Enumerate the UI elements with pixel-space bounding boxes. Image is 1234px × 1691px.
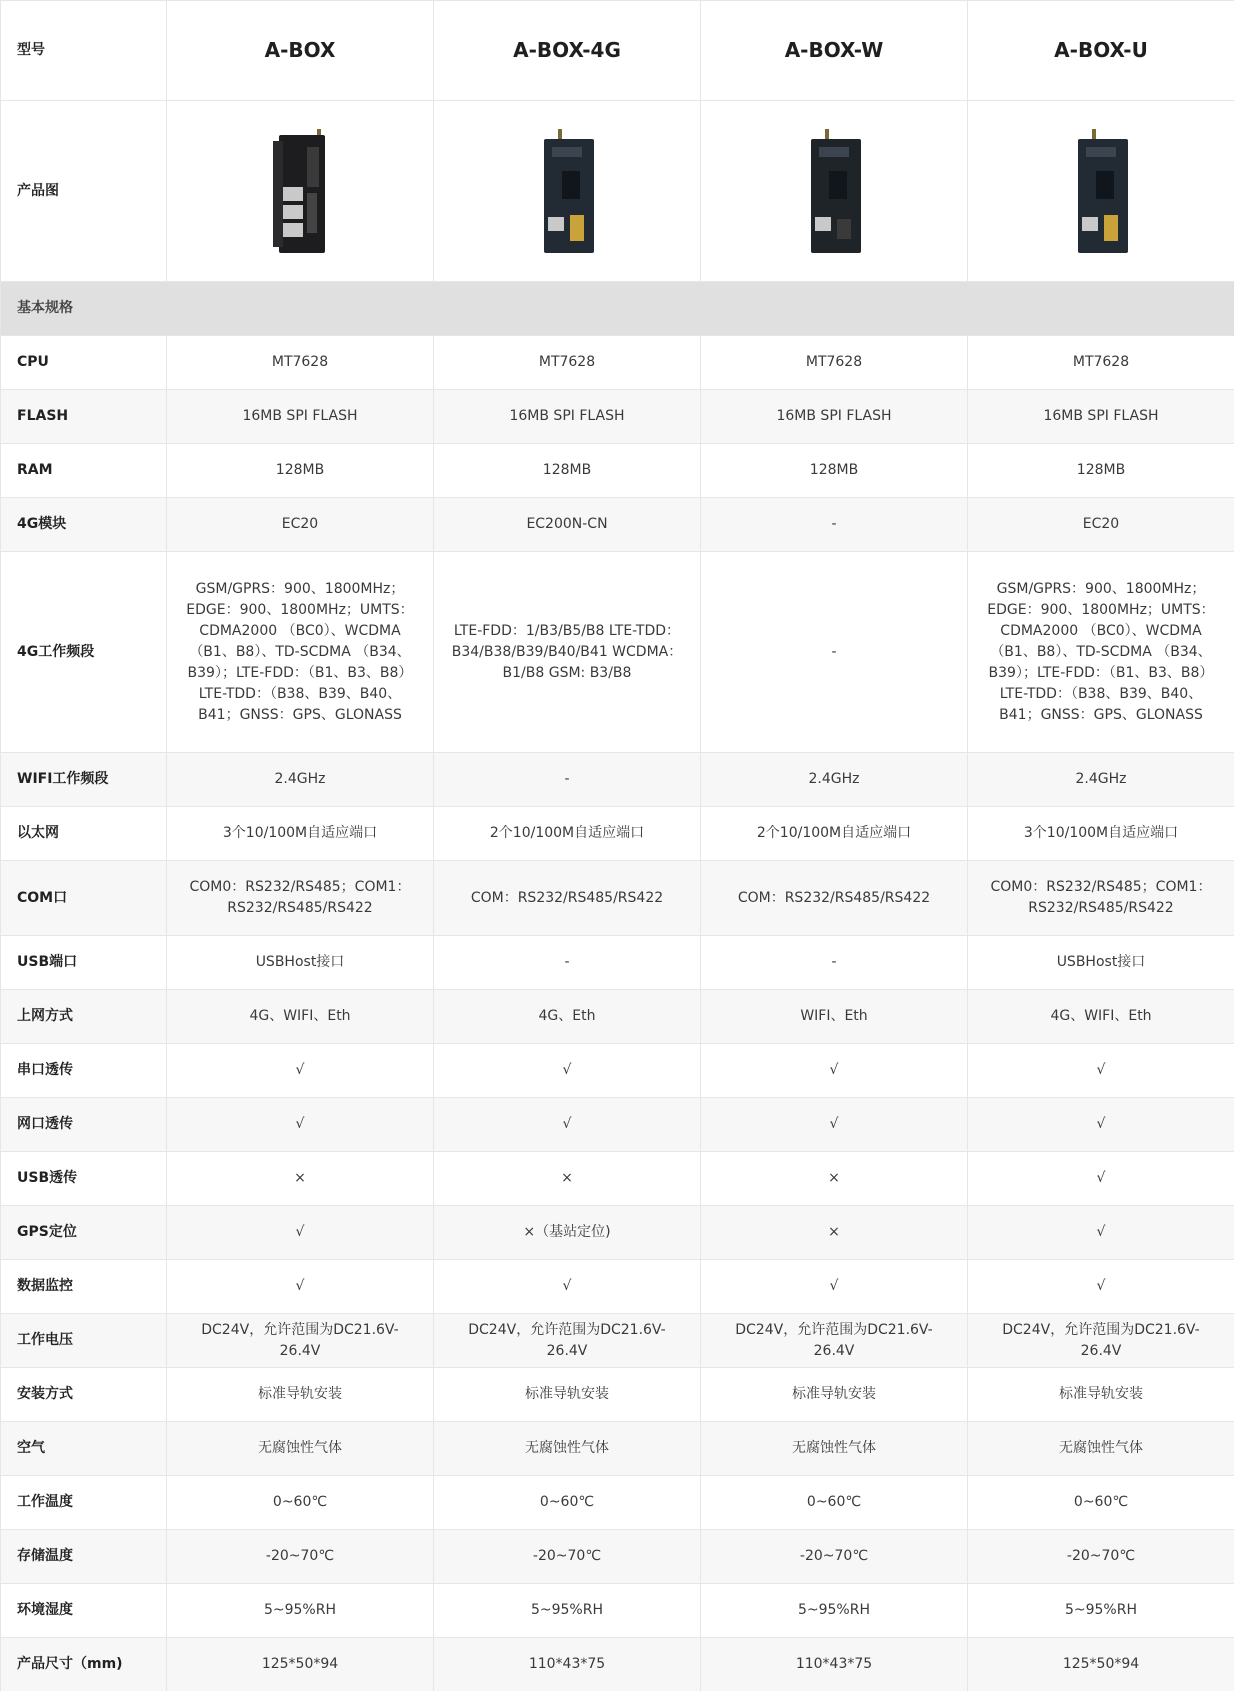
spec-value: 128MB xyxy=(167,444,434,498)
spec-value: √ xyxy=(701,1260,968,1314)
spec-value: 无腐蚀性气体 xyxy=(167,1422,434,1476)
spec-label: 环境湿度 xyxy=(1,1584,167,1638)
spec-value: 125*50*94 xyxy=(167,1638,434,1691)
spec-row xyxy=(1,552,1234,753)
spec-value: DC24V，允许范围为DC21.6V-26.4V xyxy=(434,1314,701,1368)
spec-value: LTE-FDD：1/B3/B5/B8 LTE-TDD：B34/B38/B39/B40/B41 WCDMA：B1/B8 GSM: B3/B8 xyxy=(434,552,701,753)
section-title: 基本规格 xyxy=(1,282,1234,336)
spec-value: 16MB SPI FLASH xyxy=(167,390,434,444)
spec-row xyxy=(1,861,1234,936)
spec-value: 标准导轨安装 xyxy=(701,1368,968,1422)
spec-label: 空气 xyxy=(1,1422,167,1476)
product-image-row xyxy=(1,101,1234,282)
spec-row xyxy=(1,1044,1234,1098)
spec-value: 2个10/100M自适应端口 xyxy=(701,807,968,861)
spec-value: COM：RS232/RS485/RS422 xyxy=(434,861,701,936)
a-box-w-device-image xyxy=(803,127,865,255)
spec-value: EC200N-CN xyxy=(434,498,701,552)
spec-value: MT7628 xyxy=(167,336,434,390)
spec-value: 5~95%RH xyxy=(701,1584,968,1638)
product-image-cell xyxy=(701,101,968,282)
spec-value: × xyxy=(701,1152,968,1206)
spec-label: 产品尺寸（mm) xyxy=(1,1638,167,1691)
spec-value: 无腐蚀性气体 xyxy=(968,1422,1234,1476)
spec-value: 0~60℃ xyxy=(167,1476,434,1530)
spec-value: EC20 xyxy=(968,498,1234,552)
spec-value: 2.4GHz xyxy=(167,753,434,807)
spec-value: 2.4GHz xyxy=(701,753,968,807)
spec-value: 4G、WIFI、Eth xyxy=(968,990,1234,1044)
spec-value: USBHost接口 xyxy=(167,936,434,990)
spec-row xyxy=(1,1584,1234,1638)
spec-value: √ xyxy=(701,1098,968,1152)
spec-value: DC24V，允许范围为DC21.6V-26.4V xyxy=(167,1314,434,1368)
spec-label: 上网方式 xyxy=(1,990,167,1044)
spec-value: 16MB SPI FLASH xyxy=(968,390,1234,444)
product-image-label: 产品图 xyxy=(1,101,167,282)
spec-value: - xyxy=(701,936,968,990)
spec-value: 16MB SPI FLASH xyxy=(701,390,968,444)
spec-value: DC24V，允许范围为DC21.6V-26.4V xyxy=(701,1314,968,1368)
spec-value: √ xyxy=(434,1098,701,1152)
spec-value: √ xyxy=(701,1044,968,1098)
spec-row xyxy=(1,1530,1234,1584)
spec-value: × xyxy=(701,1206,968,1260)
spec-label: WIFI工作频段 xyxy=(1,753,167,807)
spec-value: GSM/GPRS：900、1800MHz；EDGE：900、1800MHz；UMTS：CDMA2000 （BC0）、WCDMA（B1、B8）、TD-SCDMA （B34、B39）；LTE-FDD：（B1、B3、B8） LTE-TDD：（B38、B39、B40、B41；GNSS：GPS、GLONASS xyxy=(968,552,1234,753)
spec-value: √ xyxy=(167,1098,434,1152)
spec-label: 工作温度 xyxy=(1,1476,167,1530)
spec-value: -20~70℃ xyxy=(167,1530,434,1584)
spec-value: 标准导轨安装 xyxy=(968,1368,1234,1422)
spec-row xyxy=(1,498,1234,552)
spec-label: 安装方式 xyxy=(1,1368,167,1422)
spec-value: 110*43*75 xyxy=(701,1638,968,1691)
spec-label: RAM xyxy=(1,444,167,498)
spec-value: COM0：RS232/RS485；COM1：RS232/RS485/RS422 xyxy=(968,861,1234,936)
spec-value: × xyxy=(434,1152,701,1206)
spec-label: 4G工作频段 xyxy=(1,552,167,753)
spec-label: 串口透传 xyxy=(1,1044,167,1098)
spec-label: USB透传 xyxy=(1,1152,167,1206)
spec-value: -20~70℃ xyxy=(968,1530,1234,1584)
spec-row xyxy=(1,753,1234,807)
spec-value: - xyxy=(701,552,968,753)
spec-value: COM0：RS232/RS485；COM1：RS232/RS485/RS422 xyxy=(167,861,434,936)
spec-row xyxy=(1,807,1234,861)
spec-value: 标准导轨安装 xyxy=(167,1368,434,1422)
spec-value: 无腐蚀性气体 xyxy=(701,1422,968,1476)
model-name: A-BOX-W xyxy=(701,1,968,101)
spec-label: GPS定位 xyxy=(1,1206,167,1260)
spec-row xyxy=(1,936,1234,990)
model-name: A-BOX xyxy=(167,1,434,101)
spec-value: 4G、WIFI、Eth xyxy=(167,990,434,1044)
spec-value: 110*43*75 xyxy=(434,1638,701,1691)
spec-value: - xyxy=(434,753,701,807)
spec-value: 0~60℃ xyxy=(434,1476,701,1530)
model-name: A-BOX-U xyxy=(968,1,1234,101)
spec-value: 标准导轨安装 xyxy=(434,1368,701,1422)
spec-value: 125*50*94 xyxy=(968,1638,1234,1691)
spec-value: 128MB xyxy=(968,444,1234,498)
spec-row xyxy=(1,1314,1234,1368)
product-image-cell xyxy=(434,101,701,282)
spec-value: - xyxy=(434,936,701,990)
spec-row xyxy=(1,390,1234,444)
spec-label: FLASH xyxy=(1,390,167,444)
spec-value: ×（基站定位) xyxy=(434,1206,701,1260)
spec-value: EC20 xyxy=(167,498,434,552)
spec-value: √ xyxy=(434,1260,701,1314)
section-header-row xyxy=(1,282,1234,336)
spec-value: √ xyxy=(167,1044,434,1098)
spec-row xyxy=(1,1260,1234,1314)
spec-value: USBHost接口 xyxy=(968,936,1234,990)
spec-value: √ xyxy=(167,1206,434,1260)
spec-value: 无腐蚀性气体 xyxy=(434,1422,701,1476)
spec-value: 5~95%RH xyxy=(968,1584,1234,1638)
spec-value: GSM/GPRS：900、1800MHz；EDGE：900、1800MHz；UMTS：CDMA2000 （BC0）、WCDMA（B1、B8）、TD-SCDMA （B34、B39）；LTE-FDD：（B1、B3、B8） LTE-TDD：（B38、B39、B40、B41；GNSS：GPS、GLONASS xyxy=(167,552,434,753)
spec-label: 数据监控 xyxy=(1,1260,167,1314)
spec-label: 4G模块 xyxy=(1,498,167,552)
spec-value: √ xyxy=(968,1044,1234,1098)
spec-value: 0~60℃ xyxy=(701,1476,968,1530)
a-box-4g-device-image xyxy=(536,127,598,255)
model-name: A-BOX-4G xyxy=(434,1,701,101)
spec-value: 2.4GHz xyxy=(968,753,1234,807)
spec-value: - xyxy=(701,498,968,552)
spec-value: 3个10/100M自适应端口 xyxy=(968,807,1234,861)
spec-row xyxy=(1,1476,1234,1530)
spec-value: WIFI、Eth xyxy=(701,990,968,1044)
spec-value: √ xyxy=(968,1260,1234,1314)
spec-value: √ xyxy=(968,1206,1234,1260)
spec-value: √ xyxy=(968,1152,1234,1206)
spec-value: 5~95%RH xyxy=(434,1584,701,1638)
a-box-device-image xyxy=(269,127,331,255)
spec-label: 工作电压 xyxy=(1,1314,167,1368)
model-header-row xyxy=(1,1,1234,101)
spec-label: 网口透传 xyxy=(1,1098,167,1152)
spec-row xyxy=(1,1152,1234,1206)
spec-row xyxy=(1,444,1234,498)
spec-value: DC24V，允许范围为DC21.6V-26.4V xyxy=(968,1314,1234,1368)
spec-value: 128MB xyxy=(701,444,968,498)
spec-value: × xyxy=(167,1152,434,1206)
spec-row xyxy=(1,1368,1234,1422)
spec-label: CPU xyxy=(1,336,167,390)
spec-value: -20~70℃ xyxy=(701,1530,968,1584)
spec-row xyxy=(1,1422,1234,1476)
product-image-cell xyxy=(167,101,434,282)
spec-value: MT7628 xyxy=(968,336,1234,390)
model-label: 型号 xyxy=(1,1,167,101)
spec-value: √ xyxy=(167,1260,434,1314)
spec-value: 16MB SPI FLASH xyxy=(434,390,701,444)
spec-value: 128MB xyxy=(434,444,701,498)
spec-row xyxy=(1,1206,1234,1260)
spec-value: 0~60℃ xyxy=(968,1476,1234,1530)
spec-row xyxy=(1,1638,1234,1691)
spec-value: COM：RS232/RS485/RS422 xyxy=(701,861,968,936)
spec-row xyxy=(1,990,1234,1044)
spec-value: 3个10/100M自适应端口 xyxy=(167,807,434,861)
spec-value: 2个10/100M自适应端口 xyxy=(434,807,701,861)
spec-row xyxy=(1,336,1234,390)
spec-label: 存储温度 xyxy=(1,1530,167,1584)
a-box-u-device-image xyxy=(1070,127,1132,255)
spec-value: MT7628 xyxy=(434,336,701,390)
spec-value: √ xyxy=(434,1044,701,1098)
spec-label: COM口 xyxy=(1,861,167,936)
spec-value: 5~95%RH xyxy=(167,1584,434,1638)
spec-row xyxy=(1,1098,1234,1152)
spec-label: 以太网 xyxy=(1,807,167,861)
spec-value: -20~70℃ xyxy=(434,1530,701,1584)
spec-value: MT7628 xyxy=(701,336,968,390)
product-image-cell xyxy=(968,101,1234,282)
spec-value: √ xyxy=(968,1098,1234,1152)
spec-label: USB端口 xyxy=(1,936,167,990)
spec-value: 4G、Eth xyxy=(434,990,701,1044)
